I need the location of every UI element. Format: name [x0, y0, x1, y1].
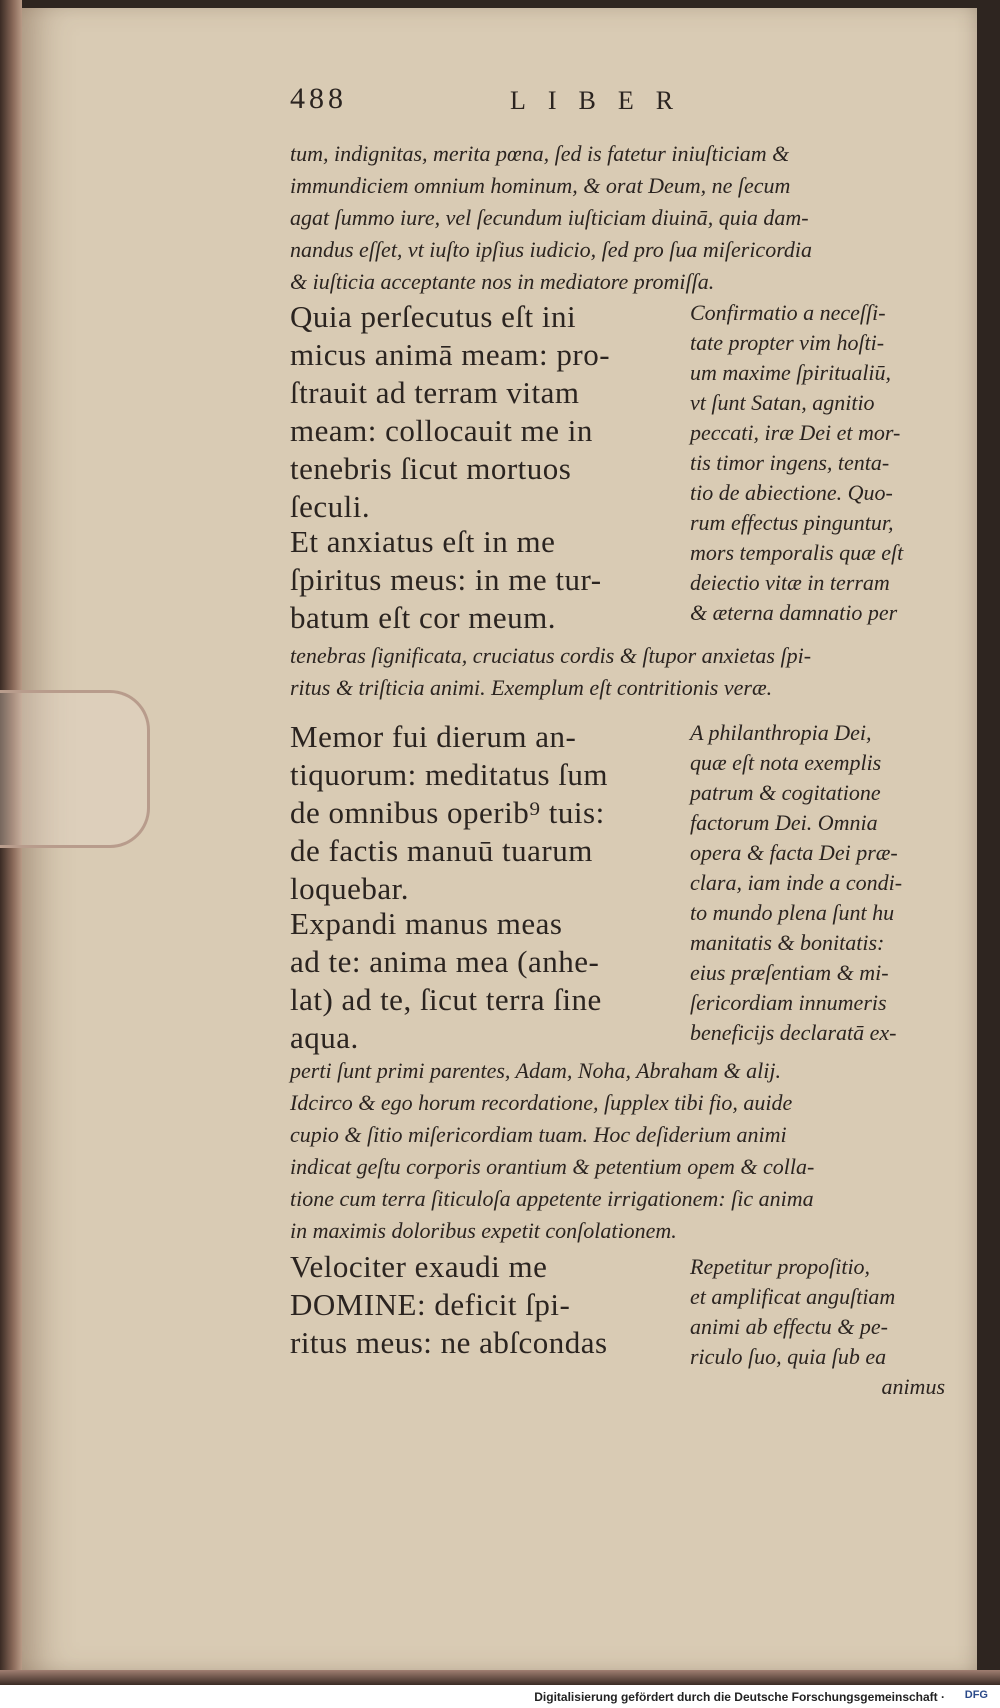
gloss-line: quæ eſt nota exemplis — [690, 750, 882, 775]
verse-line: ſeculi. — [290, 489, 371, 524]
gloss-line: rum effectus pinguntur, — [690, 510, 894, 535]
verse-line: Quia perſecutus eſt ini — [290, 299, 577, 334]
commentary-line: in maximis doloribus expetit conſolationem. — [290, 1218, 677, 1243]
verse-line: tiquorum: meditatus ſum — [290, 757, 609, 792]
gloss-line: peccati, iræ Dei et mor- — [690, 420, 901, 445]
commentary-line: Idcirco & ego horum recordatione, ſupplex tibi fio, auide — [290, 1090, 793, 1115]
digitization-footer — [0, 1685, 1000, 1708]
commentary-line: ritus & triſticia animi. Exemplum eſt contritionis veræ. — [290, 675, 773, 700]
commentary-line: & iuſticia acceptante nos in mediatore promiſſa. — [290, 269, 715, 294]
gloss-line: & æterna damnatio per — [690, 600, 898, 625]
gloss-line: clara, iam inde a condi- — [690, 870, 903, 895]
verse-block-2 — [290, 523, 602, 637]
verse-block-4 — [290, 905, 602, 1057]
gloss-line: vt ſunt Satan, agnitio — [690, 390, 875, 415]
commentary-line: cupio & ſitio miſericordiam tuam. Hoc deſiderium animi — [290, 1122, 787, 1147]
verse-line: meam: collocauit me in — [290, 413, 593, 448]
verse-line: de omnibus operib⁹ tuis: — [290, 795, 605, 830]
verse-line: loquebar. — [290, 871, 409, 906]
verse-line: Velociter exaudi me — [290, 1249, 548, 1284]
commentary-line: tione cum terra ſiticuloſa appetente irrigationem: ſic anima — [290, 1186, 814, 1211]
page-header — [290, 82, 696, 116]
verse-line: lat) ad te, ſicut terra ſine — [290, 982, 602, 1017]
commentary-line: perti ſunt primi parentes, Adam, Noha, Abraham & alij. — [290, 1058, 781, 1083]
verse-line: Expandi manus meas — [290, 906, 563, 941]
commentary-line: tum, indignitas, merita pœna, ſed is fatetur iniuſticiam & — [290, 141, 790, 166]
gloss-line: patrum & cogitatione — [690, 780, 881, 805]
gloss-line: animi ab effectu & pe- — [690, 1314, 888, 1339]
commentary-line: agat ſummo iure, vel ſecundum iuſticiam diuinā, quia dam- — [290, 205, 809, 230]
gloss-line: to mundo plena ſunt hu — [690, 900, 895, 925]
verse-line: ſtrauit ad terram vitam — [290, 375, 580, 410]
gloss-line: mors temporalis quæ eſt — [690, 540, 904, 565]
commentary-top — [290, 138, 950, 298]
gloss-line: et amplificat anguſtiam — [690, 1284, 896, 1309]
marginal-gloss-2 — [690, 718, 955, 1048]
dfg-logo: DFG — [964, 1689, 988, 1701]
marginal-gloss-1 — [690, 298, 955, 628]
verse-line: de factis manuū tuarum — [290, 833, 593, 868]
verse-line: Memor fui dierum an- — [290, 719, 577, 754]
gloss-line: Confirmatio a neceſſi- — [690, 300, 886, 325]
gloss-line: Repetitur propoſitio, — [690, 1254, 871, 1279]
gloss-line: tio de abiectione. Quo- — [690, 480, 893, 505]
verse-block-3 — [290, 718, 608, 908]
gloss-line: deiectio vitæ in terram — [690, 570, 890, 595]
commentary-line: nandus eſſet, vt iuſto ipſius iudicio, ſed pro ſua miſericordia — [290, 237, 813, 262]
verse-line: ad te: anima mea (anhe- — [290, 944, 600, 979]
gloss-line: A philanthropia Dei, — [690, 720, 872, 745]
commentary-block-1 — [290, 640, 950, 704]
verse-line: tenebris ſicut mortuos — [290, 451, 572, 486]
verse-line: DOMINE: deficit ſpi- — [290, 1287, 571, 1322]
running-title: LIBER — [510, 86, 696, 115]
commentary-block-2 — [290, 1055, 950, 1247]
verse-line: aqua. — [290, 1020, 359, 1055]
commentary-line: indicat geſtu corporis orantium & petentium opem & colla- — [290, 1154, 815, 1179]
verse-block-5 — [290, 1248, 608, 1362]
page-bottom-edge — [0, 1670, 1000, 1685]
gloss-line: ſericordiam innumeris — [690, 990, 887, 1015]
page-number: 488 — [290, 82, 347, 115]
gloss-line: tate propter vim hoſti- — [690, 330, 885, 355]
verse-line: Et anxiatus eſt in me — [290, 524, 556, 559]
gloss-line: opera & facta Dei præ- — [690, 840, 898, 865]
gloss-line: tis timor ingens, tenta- — [690, 450, 890, 475]
gloss-line: riculo ſuo, quia ſub ea — [690, 1344, 887, 1369]
gloss-line: um maxime ſpiritualiū, — [690, 360, 892, 385]
verse-line: ſpiritus meus: in me tur- — [290, 562, 602, 597]
gloss-line: eius præſentiam & mi- — [690, 960, 889, 985]
marginal-gloss-3 — [690, 1252, 955, 1402]
gloss-line: manitatis & bonitatis: — [690, 930, 885, 955]
gloss-line: beneficijs declaratā ex- — [690, 1020, 897, 1045]
verse-line: micus animā meam: pro- — [290, 337, 611, 372]
page-tab-marker — [0, 690, 150, 848]
gloss-line: factorum Dei. Omnia — [690, 810, 878, 835]
verse-line: ritus meus: ne abſcondas — [290, 1325, 608, 1360]
verse-block-1 — [290, 298, 610, 526]
footer-credit-text: Digitalisierung gefördert durch die Deutsche Forschungsgemeinschaft · — [534, 1690, 945, 1704]
commentary-line: tenebras ſignificata, cruciatus cordis & ſtupor anxietas ſpi- — [290, 643, 812, 668]
gloss-line: animus — [881, 1374, 945, 1399]
verse-line: batum eſt cor meum. — [290, 600, 557, 635]
commentary-line: immundiciem omnium hominum, & orat Deum, ne ſecum — [290, 173, 791, 198]
